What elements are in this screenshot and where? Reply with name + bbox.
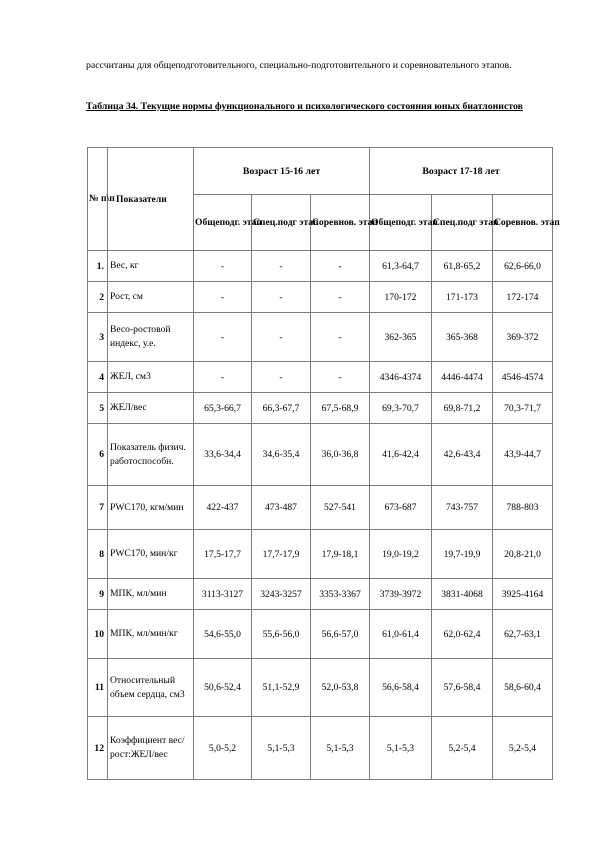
table-row <box>88 659 553 717</box>
indicator-name: ЖЕЛ/вес <box>108 393 194 424</box>
col-num-header: № п\п <box>88 148 108 251</box>
indicator-name: Коэффициент вес/ рост:ЖЕЛ/вес <box>108 717 194 780</box>
stage-header: Соревнов. этап <box>493 195 553 251</box>
value-cell: 171-173 <box>432 282 493 313</box>
value-cell: - <box>252 362 311 393</box>
value-cell: 3113-3127 <box>194 579 252 610</box>
table-row <box>88 313 553 362</box>
value-cell: - <box>311 313 370 362</box>
indicator-name: PWC170, мин/кг <box>108 530 194 579</box>
value-cell: 43,9-44,7 <box>493 424 553 486</box>
row-number: 10 <box>88 610 108 659</box>
row-number: 8 <box>88 530 108 579</box>
value-cell: 5,1-5,3 <box>311 717 370 780</box>
value-cell: 50,6-52,4 <box>194 659 252 717</box>
value-cell: 55,6-56,0 <box>252 610 311 659</box>
value-cell: 788-803 <box>493 486 553 530</box>
table-row <box>88 486 553 530</box>
row-number: 3 <box>88 313 108 362</box>
stage-header: Спец.подг этап <box>252 195 311 251</box>
header-row-1 <box>88 148 553 195</box>
value-cell: 42,6-43,4 <box>432 424 493 486</box>
row-number: 9 <box>88 579 108 610</box>
row-number: 6 <box>88 424 108 486</box>
value-cell: - <box>194 251 252 282</box>
row-number: 2 <box>88 282 108 313</box>
value-cell: 17,7-17,9 <box>252 530 311 579</box>
value-cell: 3243-3257 <box>252 579 311 610</box>
value-cell: - <box>194 362 252 393</box>
age-group-17-18-header: Возраст 17-18 лет <box>370 148 553 195</box>
value-cell: 4546-4574 <box>493 362 553 393</box>
value-cell: 67,5-68,9 <box>311 393 370 424</box>
indicator-name: Вес, кг <box>108 251 194 282</box>
value-cell: - <box>252 282 311 313</box>
value-cell: - <box>194 282 252 313</box>
value-cell: 61,0-61,4 <box>370 610 432 659</box>
value-cell: 422-437 <box>194 486 252 530</box>
table-caption: Таблица 34. Текущие нормы функционального и психологического состояния юных биатлонистов <box>86 101 523 112</box>
stage-header: Общеподг. этап <box>370 195 432 251</box>
table-row <box>88 362 553 393</box>
value-cell: 54,6-55,0 <box>194 610 252 659</box>
value-cell: 362-365 <box>370 313 432 362</box>
value-cell: 5,2-5,4 <box>432 717 493 780</box>
table-row <box>88 579 553 610</box>
indicator-name: ЖЕЛ, см3 <box>108 362 194 393</box>
value-cell: 3925-4164 <box>493 579 553 610</box>
row-number: 1. <box>88 251 108 282</box>
table-row <box>88 530 553 579</box>
value-cell: 62,0-62,4 <box>432 610 493 659</box>
table-row <box>88 610 553 659</box>
value-cell: 62,6-66,0 <box>493 251 553 282</box>
value-cell: 3353-3367 <box>311 579 370 610</box>
value-cell: 172-174 <box>493 282 553 313</box>
stage-header: Общеподг. этап <box>194 195 252 251</box>
value-cell: 57,6-58,4 <box>432 659 493 717</box>
value-cell: 5,0-5,2 <box>194 717 252 780</box>
value-cell: - <box>194 313 252 362</box>
row-number: 4 <box>88 362 108 393</box>
table-row <box>88 282 553 313</box>
col-indicator-header: Показатели <box>108 148 194 251</box>
indicator-name: МПК, мл/мин/кг <box>108 610 194 659</box>
value-cell: 66,3-67,7 <box>252 393 311 424</box>
value-cell: 56,6-57,0 <box>311 610 370 659</box>
indicator-name: Показатель физич. работоспособн. <box>108 424 194 486</box>
row-number: 5 <box>88 393 108 424</box>
age-group-15-16-header: Возраст 15-16 лет <box>194 148 370 195</box>
value-cell: 61,8-65,2 <box>432 251 493 282</box>
table-row <box>88 393 553 424</box>
value-cell: 33,6-34,4 <box>194 424 252 486</box>
value-cell: 17,9-18,1 <box>311 530 370 579</box>
value-cell: 3739-3972 <box>370 579 432 610</box>
value-cell: 70,3-71,7 <box>493 393 553 424</box>
value-cell: 365-368 <box>432 313 493 362</box>
value-cell: - <box>311 251 370 282</box>
value-cell: 20,8-21,0 <box>493 530 553 579</box>
table-row <box>88 251 553 282</box>
value-cell: 62,7-63,1 <box>493 610 553 659</box>
indicator-name: Рост, см <box>108 282 194 313</box>
row-number: 11 <box>88 659 108 717</box>
value-cell: 52,0-53,8 <box>311 659 370 717</box>
value-cell: 41,6-42,4 <box>370 424 432 486</box>
value-cell: 36,0-36,8 <box>311 424 370 486</box>
stage-header: Спец.подг этап <box>432 195 493 251</box>
value-cell: - <box>311 362 370 393</box>
value-cell: 69,8-71,2 <box>432 393 493 424</box>
value-cell: 369-372 <box>493 313 553 362</box>
intro-paragraph: рассчитаны для общеподготовительного, специально-подготовительного и соревновательного этапов. <box>86 60 512 71</box>
value-cell: 4346-4374 <box>370 362 432 393</box>
value-cell: - <box>252 313 311 362</box>
indicator-name: Весо-ростовой индекс, у.е. <box>108 313 194 362</box>
norms-table <box>87 147 560 780</box>
value-cell: 3831-4068 <box>432 579 493 610</box>
value-cell: 743-757 <box>432 486 493 530</box>
value-cell: 5,2-5,4 <box>493 717 553 780</box>
value-cell: - <box>311 282 370 313</box>
value-cell: 4446-4474 <box>432 362 493 393</box>
value-cell: 5,1-5,3 <box>252 717 311 780</box>
value-cell: 473-487 <box>252 486 311 530</box>
value-cell: 19,7-19,9 <box>432 530 493 579</box>
indicator-name: PWC170, кгм/мин <box>108 486 194 530</box>
value-cell: 17,5-17,7 <box>194 530 252 579</box>
value-cell: 34,6-35,4 <box>252 424 311 486</box>
value-cell: 5,1-5,3 <box>370 717 432 780</box>
value-cell: 19,0-19,2 <box>370 530 432 579</box>
table-row <box>88 717 553 780</box>
indicator-name: МПК, мл/мин <box>108 579 194 610</box>
row-number: 12 <box>88 717 108 780</box>
value-cell: 61,3-64,7 <box>370 251 432 282</box>
value-cell: 69,3-70,7 <box>370 393 432 424</box>
row-number: 7 <box>88 486 108 530</box>
value-cell: 58,6-60,4 <box>493 659 553 717</box>
value-cell: - <box>252 251 311 282</box>
indicator-name: Относительный объем сердца, см3 <box>108 659 194 717</box>
stage-header: Соревнов. этап <box>311 195 370 251</box>
value-cell: 56,6-58,4 <box>370 659 432 717</box>
value-cell: 51,1-52,9 <box>252 659 311 717</box>
value-cell: 673-687 <box>370 486 432 530</box>
table-row <box>88 424 553 486</box>
value-cell: 170-172 <box>370 282 432 313</box>
value-cell: 527-541 <box>311 486 370 530</box>
value-cell: 65,3-66,7 <box>194 393 252 424</box>
